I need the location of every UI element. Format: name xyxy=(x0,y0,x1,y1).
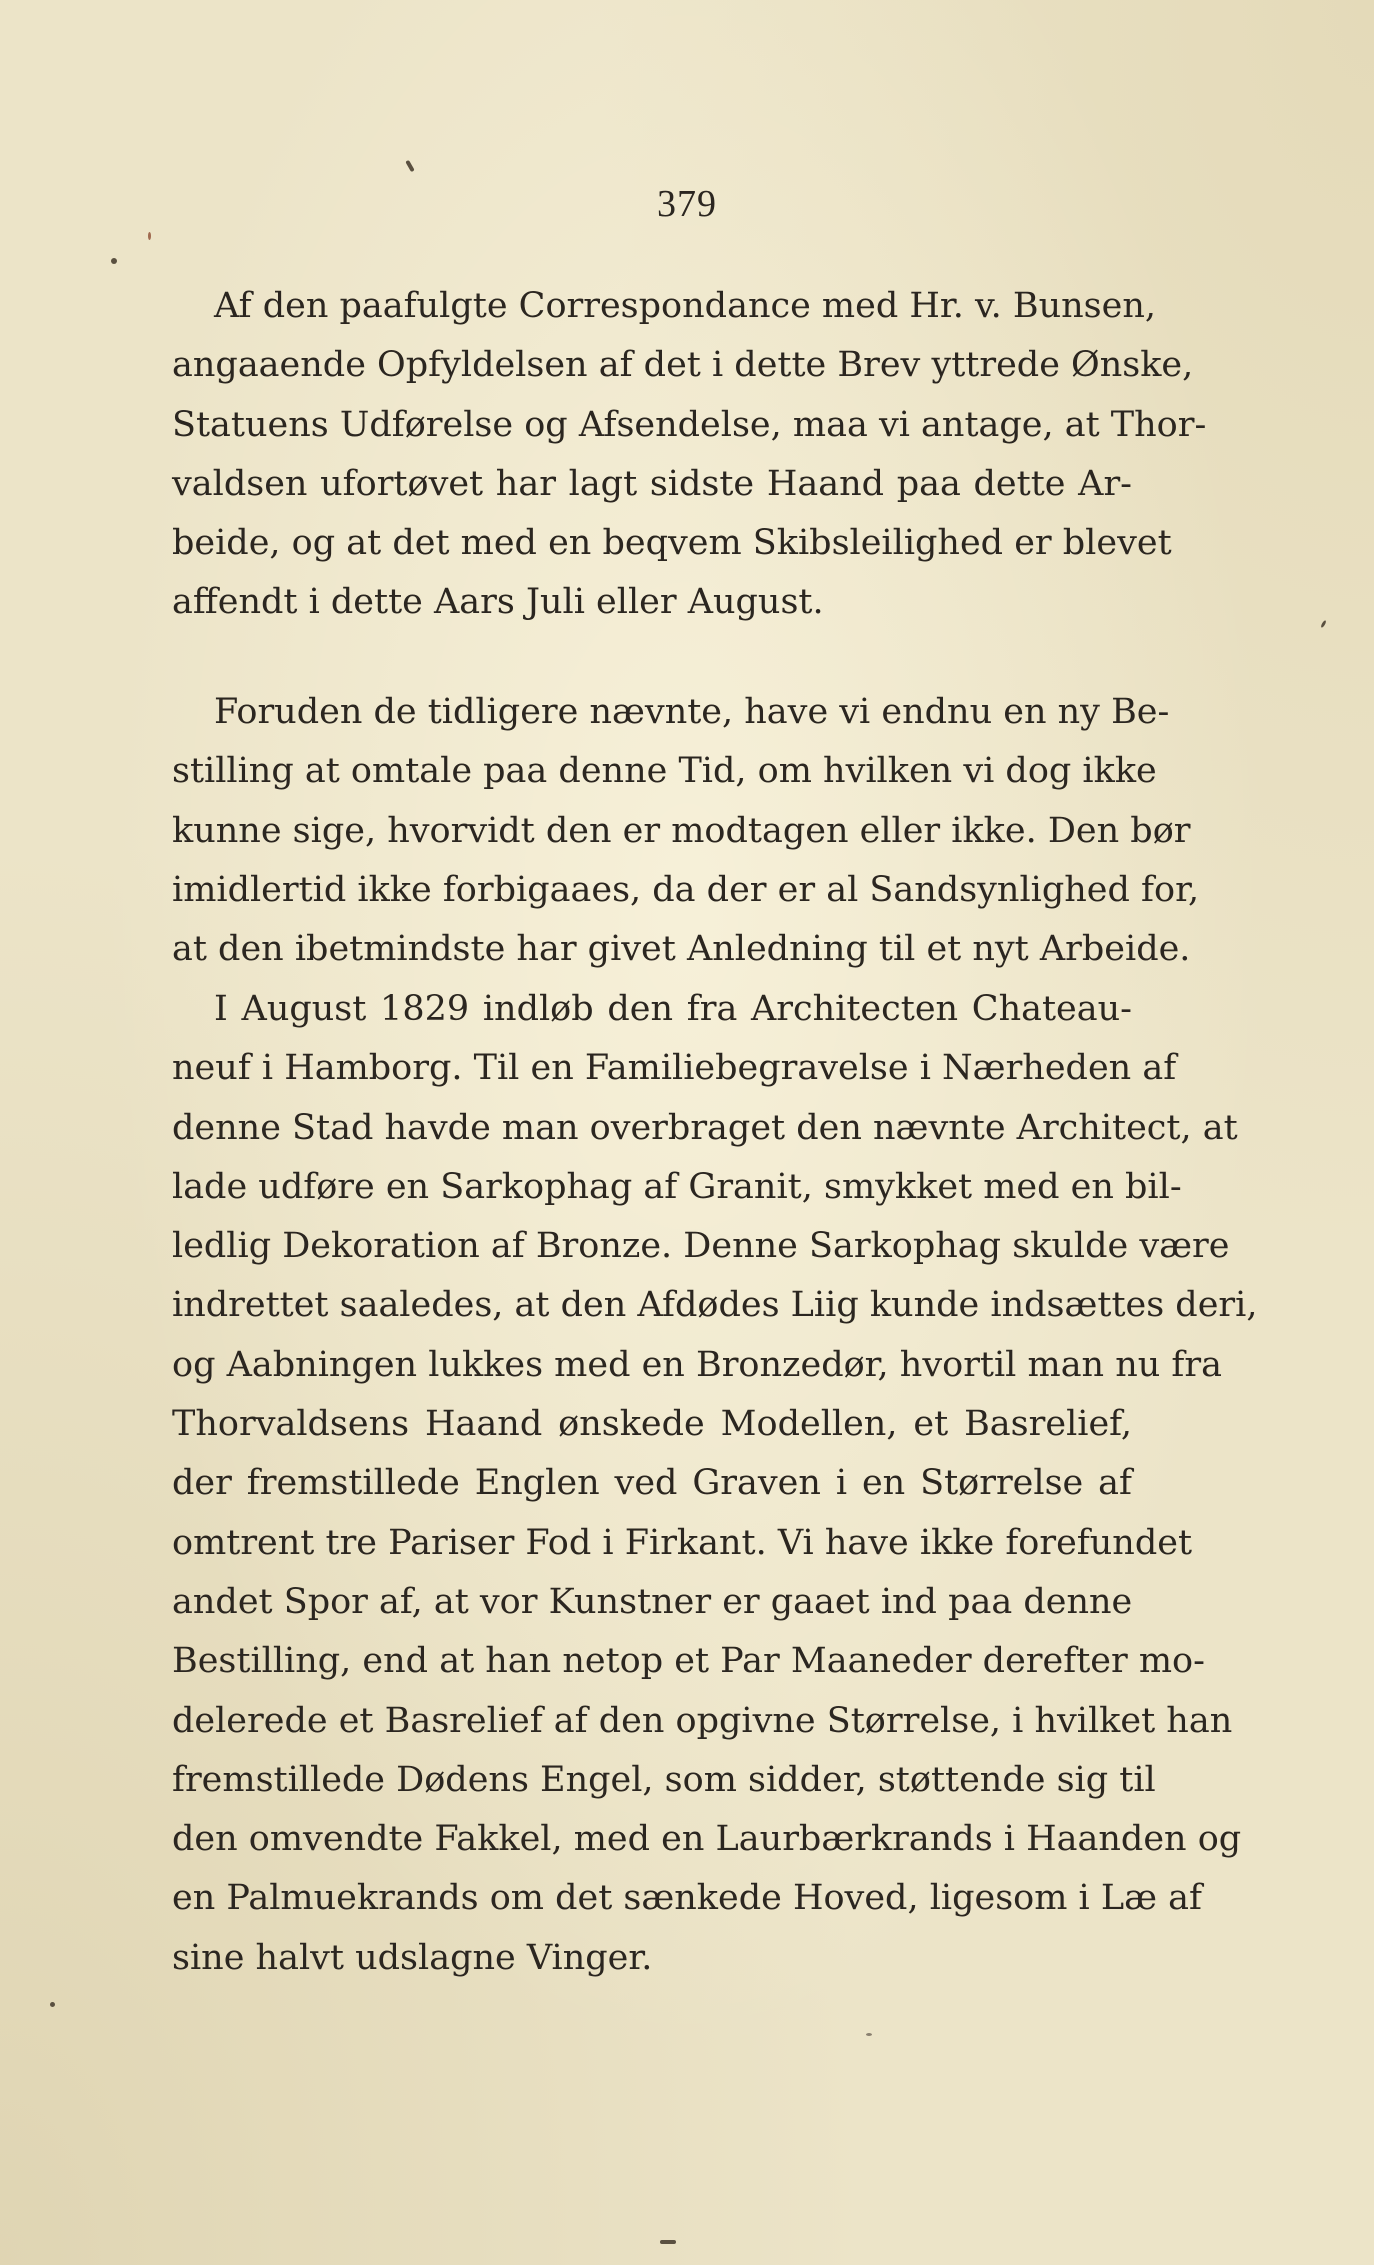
text-line: affendt i dette Aars Juli eller August. xyxy=(172,582,824,623)
text-line: Af den paafulgte Correspondance med Hr. v. Bunsen, xyxy=(214,286,1157,326)
paper-speck xyxy=(148,232,151,240)
text-line: lade udføre en Sarkophag af Granit, smykket med en bil- xyxy=(172,1166,1182,1207)
page-number: 379 xyxy=(657,183,717,225)
text-line: der fremstillede Englen ved Graven i en Størrelse af xyxy=(172,1463,1132,1504)
text-line: Statuens Udførelse og Afsendelse, maa vi antage, at Thor- xyxy=(172,404,1207,445)
text-line: angaaende Opfyldelsen af det i dette Brev yttrede Ønske, xyxy=(172,345,1194,386)
text-line: andet Spor af, at vor Kunstner er gaaet ind paa denne xyxy=(172,1581,1133,1622)
text-line: Thorvaldsens Haand ønskede Modellen, et Basrelief, xyxy=(172,1404,1132,1445)
text-line: en Palmuekrands om det sænkede Hoved, ligesom i Læ af xyxy=(172,1878,1202,1919)
text-line: neuf i Hamborg. Til en Familiebegravelse i Nærheden af xyxy=(172,1048,1177,1089)
text-line: imidlertid ikke forbigaaes, da der er al Sandsynlighed for, xyxy=(172,869,1200,910)
text-line: stilling at omtale paa denne Tid, om hvilken vi dog ikke xyxy=(172,751,1157,792)
text-line: den omvendte Fakkel, med en Laurbærkrands i Haanden og xyxy=(172,1819,1242,1860)
paper-speck xyxy=(866,2033,872,2036)
text-line: delerede et Basrelief af den opgivne Størrelse, i hvilket han xyxy=(172,1700,1233,1741)
text-line: valdsen ufortøvet har lagt sidste Haand paa dette Ar- xyxy=(172,463,1132,504)
text-line: sine halvt udslagne Vinger. xyxy=(172,1937,653,1978)
text-line: Bestilling, end at han netop et Par Maaneder derefter mo- xyxy=(172,1641,1205,1682)
paper-speck xyxy=(660,2240,676,2244)
text-line: fremstillede Dødens Engel, som sidder, støttende sig til xyxy=(172,1759,1156,1800)
paper-speck xyxy=(50,2002,55,2007)
text-line: ledlig Dekoration af Bronze. Denne Sarkophag skulde være xyxy=(172,1226,1230,1267)
text-line: omtrent tre Pariser Fod i Firkant. Vi have ikke forefundet xyxy=(172,1522,1193,1563)
paper-speck xyxy=(111,258,117,264)
paragraph-3 xyxy=(172,980,1258,1988)
text-line: og Aabningen lukkes med en Bronzedør, hvortil man nu fra xyxy=(172,1344,1222,1385)
paragraph-2 xyxy=(172,683,1200,979)
text-line: beide, og at det med en beqvem Skibsleilighed er blevet xyxy=(172,523,1172,564)
text-line: denne Stad havde man overbraget den nævnte Architect, at xyxy=(172,1107,1238,1148)
paper-speck xyxy=(1320,620,1327,628)
text-line: I August 1829 indløb den fra Architecten Chateau- xyxy=(214,989,1132,1029)
text-line: at den ibetmindste har givet Anledning til et nyt Arbeide. xyxy=(172,929,1191,970)
text-line: indrettet saaledes, at den Afdødes Liig kunde indsættes deri, xyxy=(172,1285,1258,1326)
paper-speck xyxy=(405,160,414,172)
text-line: Foruden de tidligere nævnte, have vi endnu en ny Be- xyxy=(214,692,1170,732)
text-line: kunne sige, hvorvidt den er modtagen eller ikke. Den bør xyxy=(172,810,1191,851)
paragraph-1 xyxy=(172,277,1207,633)
